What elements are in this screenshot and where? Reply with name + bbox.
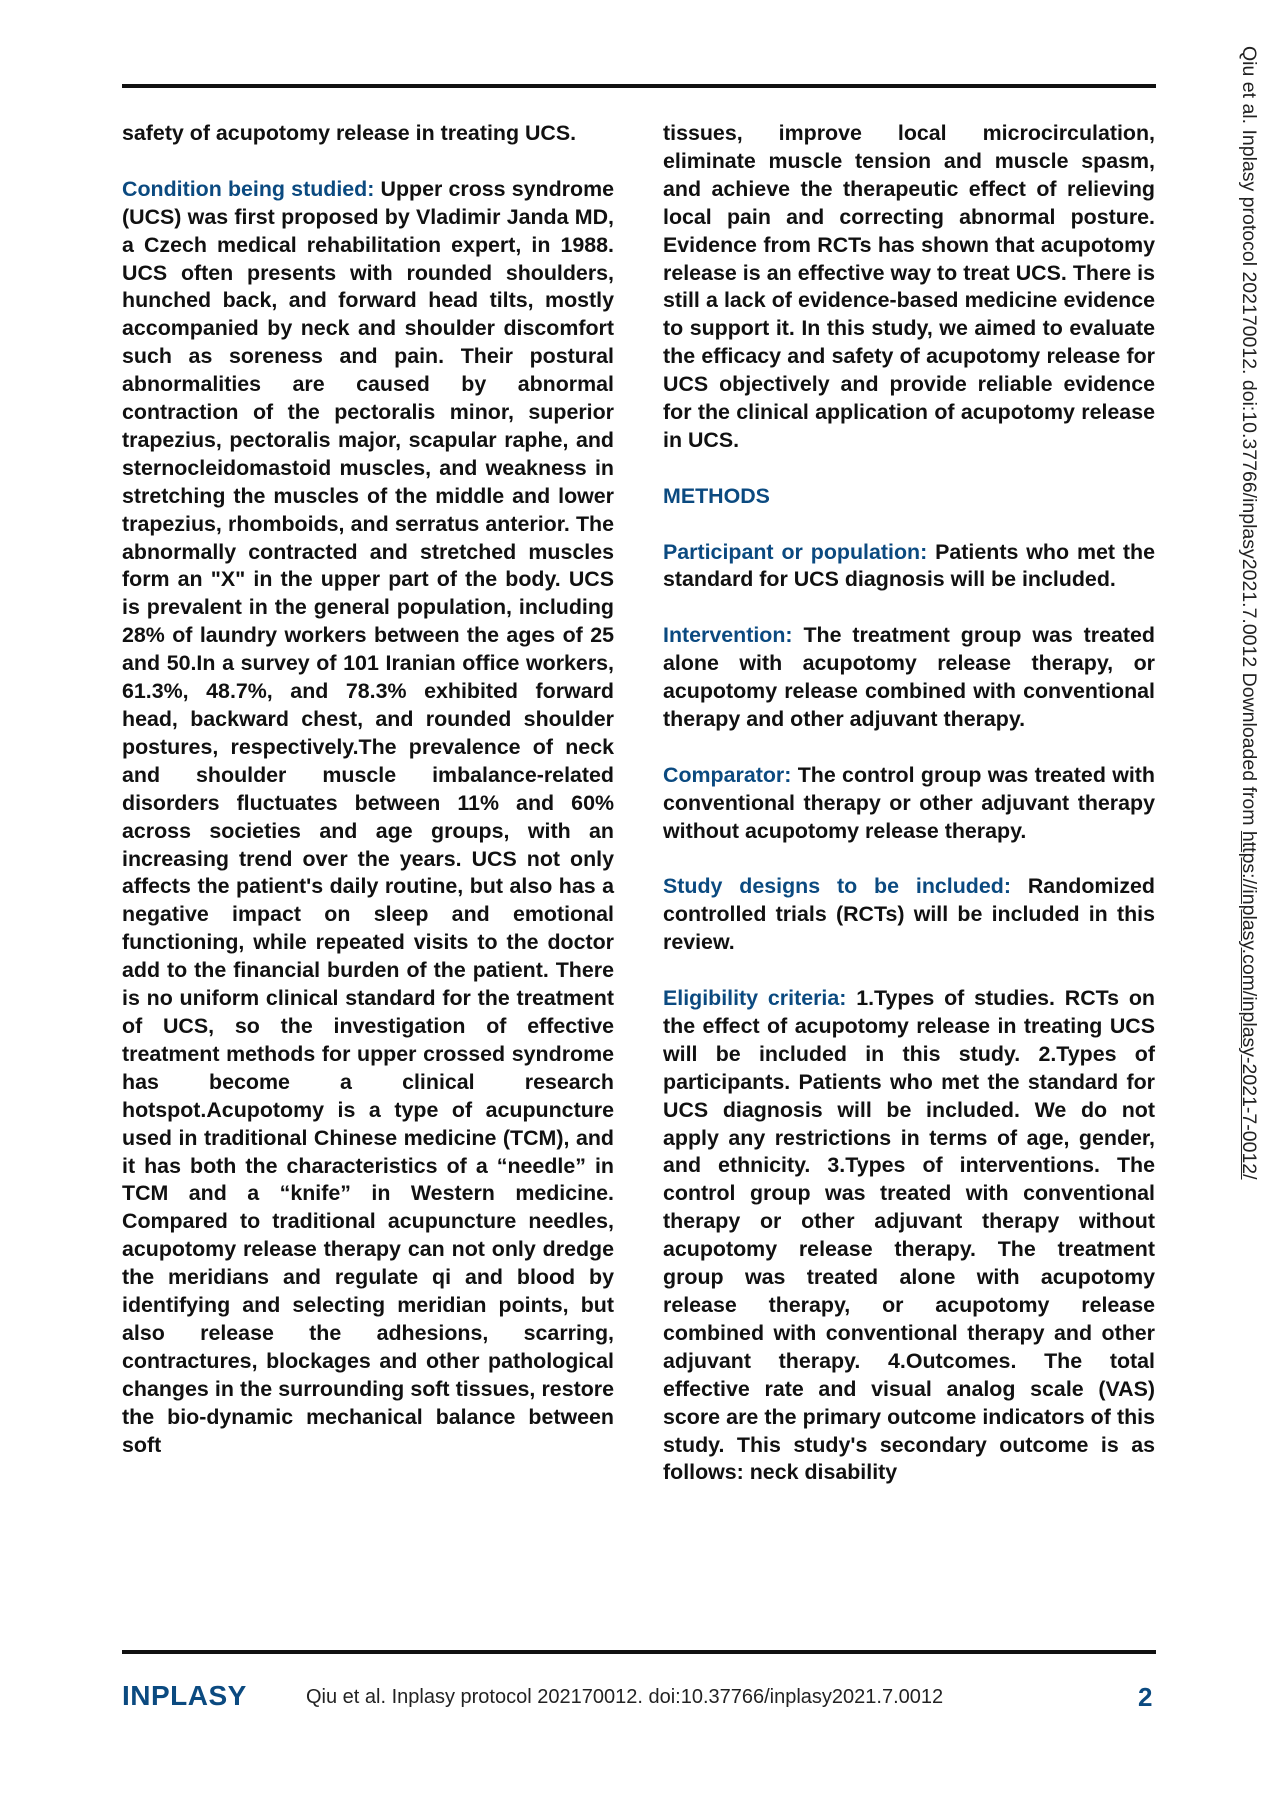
intro-continued: tissues, improve local microcirculation, eliminate muscle tension and muscle spasm, and achieve the therapeutic effect of relieving local pain and correcting abnormal posture. Evidence from RCTs has shown that acupotomy release is an effective way to treat UCS. There is still a lack of evidence-based medicine evidence to support it. In this study, we aimed to evaluate the efficacy and safety of acupotomy release for UCS objectively and provide reliable evidence for the clinical application of acupotomy release in UCS. bbox=[663, 121, 1155, 452]
condition-label: Condition being studied: bbox=[122, 176, 375, 201]
eligibility-text: 1.Types of studies. RCTs on the effect of acupotomy release in treating UCS will be included in this study. 2.Types of participants. Patients who met the standard for UCS diagnosis will be included. We do not apply any restrictions in terms of age, gender, and ethnicity. 3.Types of interventions. The control group was treated with conventional therapy or other adjuvant therapy without acupotomy release therapy. The treatment group was treated alone with acupotomy release therapy, or acupotomy release combined with conventional therapy and other adjuvant therapy. 4.Outcomes. The total effective rate and visual analog scale (VAS) score are the primary outcome indicators of this study. This study's secondary outcome is as follows: neck disability bbox=[663, 986, 1155, 1485]
study-designs-text: Randomized controlled trials (RCTs) will be included in this review. bbox=[663, 874, 1156, 955]
comparator-section bbox=[663, 762, 1155, 846]
comparator-label: Comparator: bbox=[663, 762, 792, 787]
bottom-rule bbox=[122, 1650, 1156, 1654]
methods-heading: METHODS bbox=[663, 483, 770, 508]
side-download-note bbox=[1237, 46, 1260, 1180]
intervention-text: The treatment group was treated alone with acupotomy release therapy, or acupotomy release combined with conventional therapy and other adjuvant therapy. bbox=[663, 623, 1155, 731]
side-note-text: Qiu et al. Inplasy protocol 202170012. doi:10.37766/inplasy2021.7.0012 Downloaded from bbox=[1238, 46, 1260, 831]
left-column bbox=[122, 120, 614, 1487]
intervention-section bbox=[663, 622, 1155, 734]
footer-brand-logo: INPLASY bbox=[122, 1680, 247, 1711]
footer-citation: Qiu et al. Inplasy protocol 202170012. doi:10.37766/inplasy2021.7.0012 bbox=[306, 1686, 944, 1708]
participant-section bbox=[663, 539, 1155, 595]
condition-text: Upper cross syndrome (UCS) was first proposed by Vladimir Janda MD, a Czech medical rehabilitation expert, in 1988. UCS often presents with rounded shoulders, hunched back, and forward head tilts, mostly accompanied by neck and shoulder discomfort such as soreness and pain. Their postural abnormalities are caused by abnormal contraction of the pectoralis minor, superior trapezius, pectoralis major, scapular raphe, and sternocleidomastoid muscles, and weakness in stretching the muscles of the middle and lower trapezius, rhomboids, and serratus anterior. The abnormally contracted and stretched muscles form an "X" in the upper part of the body. UCS is prevalent in the general population, including 28% of laundry workers between the ages of 25 and 50.In a survey of 101 Iranian office workers, 61.3%, 48.7%, and 78.3% exhibited forward head, backward chest, and rounded shoulder postures, respectively.The prevalence of neck and shoulder muscle imbalance-related disorders fluctuates between 11% and 60% across societies and age groups, with an increasing trend over the years. UCS not only affects the patient's daily routine, but also has a negative impact on sleep and emotional functioning, while repeated visits to the doctor add to the financial burden of the patient. There is no uniform clinical standard for the treatment of UCS, so the investigation of effective treatment methods for upper crossed syndrome has become a clinical research hotspot.Acupotomy is a type of acupuncture used in traditional Chinese medicine (TCM), and it has both the characteristics of a “needle” in TCM and a “knife” in Western medicine. Compared to traditional acupuncture needles, acupotomy release therapy can not only dredge the meridians and regulate qi and blood by identifying and selecting meridian points, but also release the adhesions, scarring, contractures, blockages and other pathological changes in the surrounding soft tissues, restore the bio-dynamic mechanical balance between soft bbox=[122, 176, 614, 1457]
comparator-text: The control group was treated with conventional therapy or other adjuvant therapy without acupotomy release therapy. bbox=[663, 762, 1155, 843]
participant-label: Participant or population: bbox=[663, 539, 928, 564]
eligibility-label: Eligibility criteria: bbox=[663, 986, 847, 1010]
intro-tail: safety of acupotomy release in treating UCS. bbox=[122, 121, 577, 145]
study-designs-section bbox=[663, 873, 1155, 957]
page-number: 2 bbox=[1138, 1682, 1153, 1712]
top-rule bbox=[122, 84, 1156, 88]
side-note-link[interactable]: https://inplasy.com/inplasy-2021-7-0012/ bbox=[1238, 830, 1260, 1180]
study-designs-label: Study designs to be included: bbox=[663, 874, 1011, 899]
right-column bbox=[663, 120, 1155, 1515]
condition-section bbox=[122, 176, 614, 1460]
intervention-label: Intervention: bbox=[663, 623, 793, 648]
participant-text: Patients who met the standard for UCS diagnosis will be included. bbox=[663, 539, 1155, 592]
eligibility-section bbox=[663, 985, 1155, 1487]
